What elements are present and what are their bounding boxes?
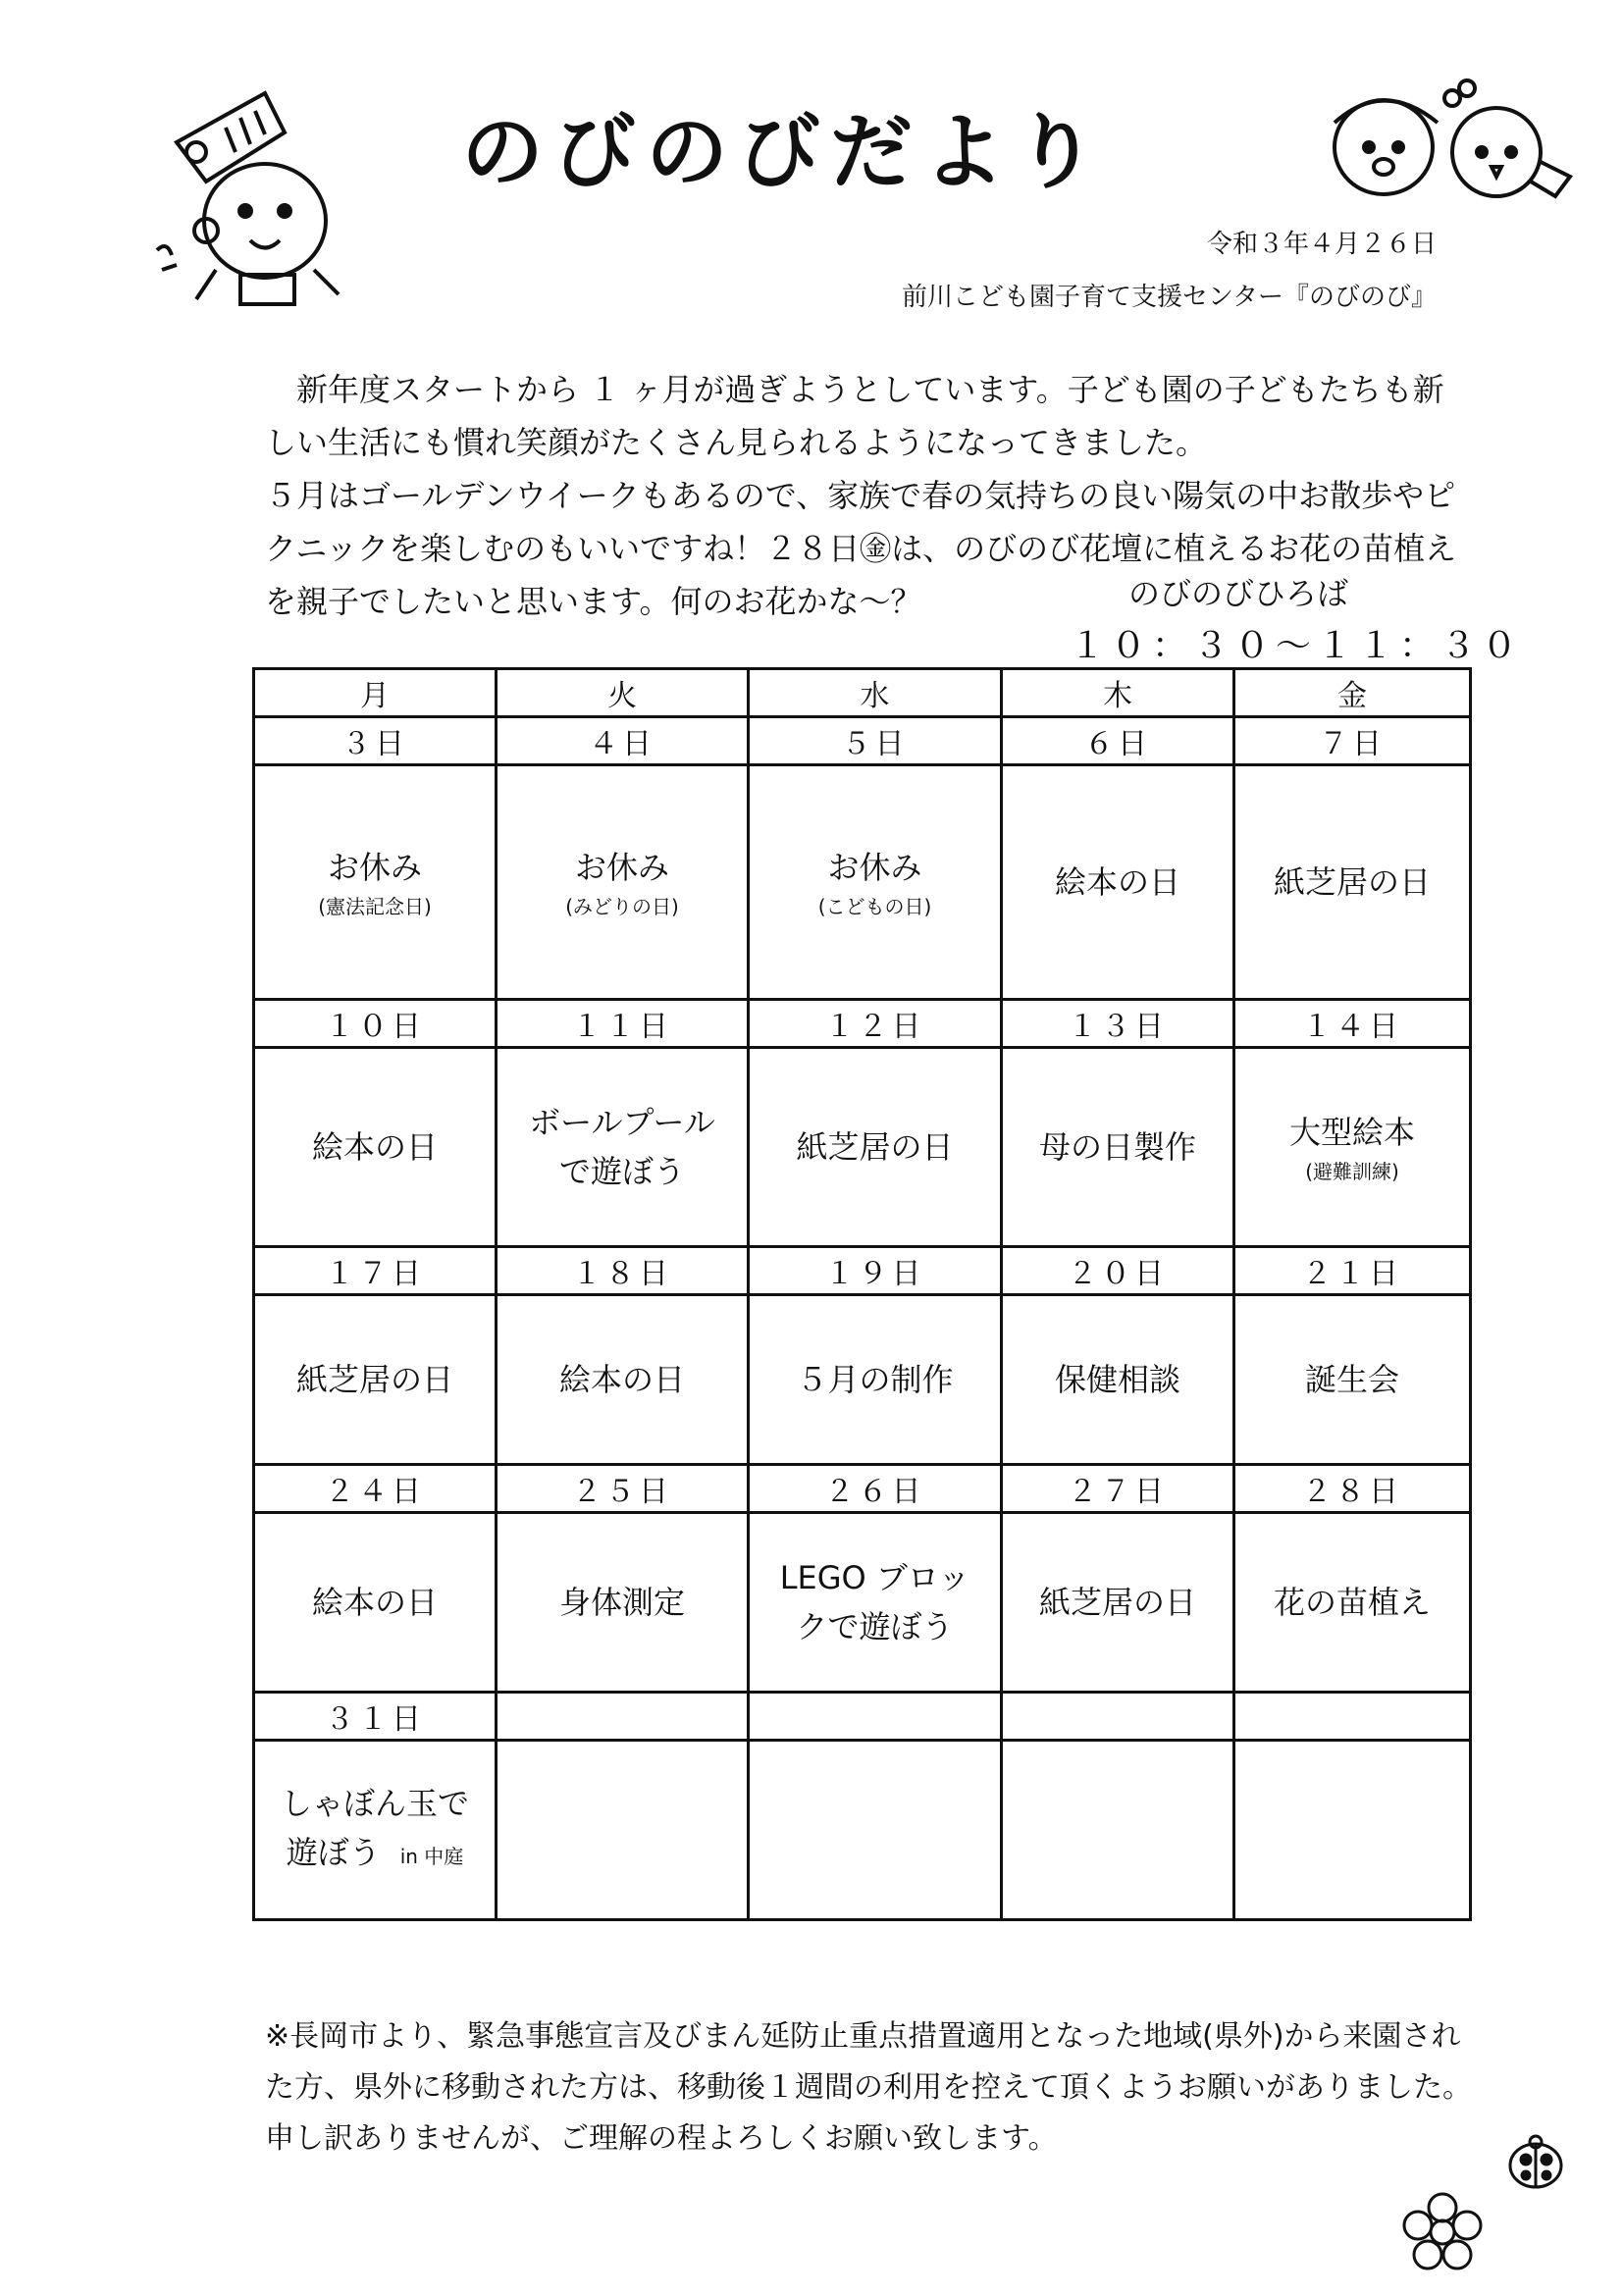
event-cell bbox=[749, 765, 1002, 1000]
date-cell: １８日 bbox=[497, 1247, 749, 1295]
event-title: お休み bbox=[827, 849, 922, 886]
date-cell: ３日 bbox=[254, 717, 497, 765]
event-cell bbox=[254, 1295, 497, 1465]
event-cell bbox=[497, 1513, 749, 1693]
ladybug-illustration bbox=[1492, 2124, 1580, 2203]
event-cell bbox=[254, 1513, 497, 1693]
event-cell bbox=[1002, 1295, 1234, 1465]
event-row bbox=[254, 1295, 1471, 1465]
event-title: 母の日製作 bbox=[1038, 1128, 1196, 1166]
event-cell bbox=[1002, 765, 1234, 1000]
schedule-place-label: のびのびひろば bbox=[1128, 575, 1349, 612]
date-cell: ５日 bbox=[749, 717, 1002, 765]
date-cell bbox=[1234, 1693, 1471, 1741]
event-title: 絵本の日 bbox=[311, 1584, 438, 1621]
event-title: お休み bbox=[574, 849, 669, 886]
intro-paragraph-1: 新年度スタートから １ ヶ月が過ぎようとしています。子ども園の子どもたちも新しい生活にも慣れ笑顔がたくさん見られるようになってきました。 bbox=[265, 371, 1444, 461]
event-title: 誕生会 bbox=[1304, 1361, 1399, 1398]
date-cell: １４日 bbox=[1234, 1000, 1471, 1048]
event-title: 紙芝居の日 bbox=[796, 1128, 954, 1166]
event-cell bbox=[1234, 1741, 1471, 1920]
date-row bbox=[254, 717, 1471, 765]
event-cell bbox=[497, 1741, 749, 1920]
event-title: ボールプール で遊ぼう bbox=[529, 1104, 715, 1190]
event-cell bbox=[254, 765, 497, 1000]
date-cell: ７日 bbox=[1234, 717, 1471, 765]
event-cell bbox=[749, 1048, 1002, 1247]
event-cell bbox=[1002, 1048, 1234, 1247]
date-cell: ２０日 bbox=[1002, 1247, 1234, 1295]
weekday-header-row bbox=[254, 669, 1471, 717]
date-cell: １３日 bbox=[1002, 1000, 1234, 1048]
event-cell bbox=[1234, 1513, 1471, 1693]
event-title: 絵本の日 bbox=[1054, 863, 1180, 901]
event-title: 保健相談 bbox=[1054, 1361, 1180, 1398]
event-title: 大型絵本 bbox=[1288, 1114, 1415, 1151]
event-cell bbox=[1002, 1741, 1234, 1920]
event-cell bbox=[254, 1048, 497, 1247]
date-row bbox=[254, 1465, 1471, 1513]
event-cell bbox=[1234, 1048, 1471, 1247]
intro-paragraph-2: ５月はゴールデンウイークもあるので、家族で春の気持ちの良い陽気の中お散歩やピクニックを楽しむのもいいですね！２８日㊎は、のびのび花壇に植えるお花の苗植えを親子でしたいと思います。何のお花かな～？ bbox=[265, 477, 1457, 620]
two-chicks-illustration bbox=[1295, 69, 1590, 206]
date-cell: ３１日 bbox=[254, 1693, 497, 1741]
issue-date: 令和３年４月２６日 bbox=[1206, 230, 1437, 259]
weekday-fri: 金 bbox=[1234, 669, 1471, 717]
event-cell bbox=[749, 1295, 1002, 1465]
date-cell: ４日 bbox=[497, 717, 749, 765]
child-with-carp-streamer-illustration bbox=[147, 74, 383, 319]
date-cell: ２５日 bbox=[497, 1465, 749, 1513]
date-cell bbox=[497, 1693, 749, 1741]
event-title: しゃぼん玉で 遊ぼう bbox=[280, 1785, 469, 1871]
event-title: お休み bbox=[327, 849, 422, 886]
date-cell: ２１日 bbox=[1234, 1247, 1471, 1295]
event-title: 絵本の日 bbox=[311, 1128, 438, 1166]
event-row bbox=[254, 1513, 1471, 1693]
event-title: 紙芝居の日 bbox=[1273, 863, 1431, 901]
event-cell bbox=[497, 1048, 749, 1247]
date-row bbox=[254, 1693, 1471, 1741]
event-cell bbox=[1002, 1513, 1234, 1693]
event-cell bbox=[1234, 765, 1471, 1000]
date-cell: ２４日 bbox=[254, 1465, 497, 1513]
event-cell bbox=[497, 1295, 749, 1465]
event-title: 身体測定 bbox=[558, 1584, 685, 1621]
event-title: 紙芝居の日 bbox=[295, 1361, 453, 1398]
date-cell: １９日 bbox=[749, 1247, 1002, 1295]
event-cell bbox=[254, 1741, 497, 1920]
schedule-time-label: １０：３０～１１：３０ bbox=[1070, 626, 1524, 666]
event-note: (みどりの日) bbox=[565, 895, 679, 918]
event-note: (こどもの日) bbox=[817, 895, 932, 918]
flower-illustration bbox=[1388, 2178, 1496, 2286]
notice-paragraph-1: ※長岡市より、緊急事態宣言及びまん延防止重点措置適用となった地域(県外)から来園された方、県外に移動された方は、移動後１週間の利用を控えて頂くようお願いがありました。 bbox=[265, 2019, 1472, 2105]
date-cell: ６日 bbox=[1002, 717, 1234, 765]
event-row bbox=[254, 1048, 1471, 1247]
event-row bbox=[254, 765, 1471, 1000]
date-cell: １２日 bbox=[749, 1000, 1002, 1048]
event-title: LEGO ブロッ クで遊ぼう bbox=[779, 1559, 970, 1645]
event-title: 絵本の日 bbox=[558, 1361, 685, 1398]
page-title: のびのびだより bbox=[461, 104, 1108, 200]
event-note: (避難訓練) bbox=[1305, 1160, 1399, 1183]
notice-paragraph-2: 申し訳ありませんが、ご理解の程よろしくお願い致します。 bbox=[265, 2121, 1058, 2156]
date-cell: １７日 bbox=[254, 1247, 497, 1295]
event-title: 花の苗植え bbox=[1273, 1584, 1431, 1621]
date-cell bbox=[749, 1693, 1002, 1741]
date-cell: １０日 bbox=[254, 1000, 497, 1048]
date-row bbox=[254, 1000, 1471, 1048]
weekday-tue: 火 bbox=[497, 669, 749, 717]
event-note: (憲法記念日) bbox=[318, 895, 432, 918]
event-cell bbox=[749, 1741, 1002, 1920]
event-title: ５月の制作 bbox=[796, 1361, 954, 1398]
event-title: 紙芝居の日 bbox=[1038, 1584, 1196, 1621]
schedule-calendar bbox=[252, 667, 1472, 1921]
event-row bbox=[254, 1741, 1471, 1920]
date-cell: １１日 bbox=[497, 1000, 749, 1048]
date-cell: ２８日 bbox=[1234, 1465, 1471, 1513]
date-cell bbox=[1002, 1693, 1234, 1741]
notice-text bbox=[265, 2011, 1482, 2165]
organization-name: 前川こども園子育て支援センター『のびのび』 bbox=[902, 283, 1437, 312]
date-cell: ２７日 bbox=[1002, 1465, 1234, 1513]
weekday-wed: 水 bbox=[749, 669, 1002, 717]
event-cell bbox=[749, 1513, 1002, 1693]
date-row bbox=[254, 1247, 1471, 1295]
weekday-mon: 月 bbox=[254, 669, 497, 717]
event-note: in 中庭 bbox=[399, 1845, 464, 1868]
event-cell bbox=[497, 765, 749, 1000]
event-cell bbox=[1234, 1295, 1471, 1465]
date-cell: ２６日 bbox=[749, 1465, 1002, 1513]
weekday-thu: 木 bbox=[1002, 669, 1234, 717]
